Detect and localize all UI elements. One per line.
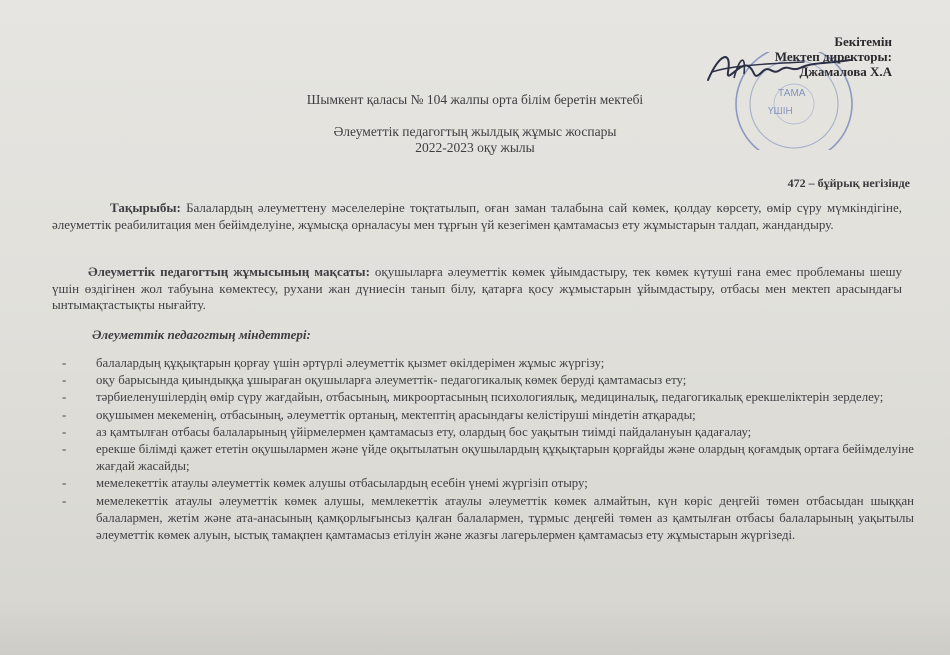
topic-paragraph (52, 200, 902, 233)
list-item: - мемелекеттік атаулы әлеуметтік көмек алушы, мемлекеттік атаулы әлеуметтік көмек алмайтын, күн көріс деңгейі төмен отбасыдан шыққан балалармен, жетім және ата-анасының қамқорлығынсыз қалған балалармен, тұрмыс деңгейі төмен аз қамтылған отбасы балаларының уақытылы әлеуметтік көмек алуын, ыстық тамақпен қамтамасыз етілуін және жазғы лагерьлермен қамтамасыз ету жұмыстарын жүргізеді. (62, 493, 914, 543)
list-dash: - (62, 442, 67, 457)
list-item: - балалардың құқықтарын қорғау үшін әртүрлі әлеуметтік қызмет өкілдерімен жұмыс жүргізу; (62, 355, 914, 372)
list-item: - тәрбиеленушілердің өмір сүру жағдайын, отбасының, микроортасының психологиялық, медициналық, педагогикалық ерекшеліктерін зерделеу; (62, 389, 914, 406)
topic-text: Балалардың әлеуметтену мәселелеріне тоқтатылып, оған заман талабына сай көмек, қолдау көрсету, өмір сүру мүмкіндігіне, әлеуметтік реабилитация мен бейімделуіне, жұмысқа орналасуы мен тұрғын үй кезегімен қамтамасыз ету жұмыстарын талдап, жандандыру. (52, 200, 902, 232)
approval-line-1: Бекітемін (834, 34, 892, 49)
stamp-text-2: ҮШІН (768, 106, 793, 117)
goal-paragraph (52, 264, 902, 314)
list-dash: - (62, 424, 67, 439)
list-dash: - (62, 373, 67, 388)
school-name: Шымкент қаласы № 104 жалпы орта білім беретін мектебі (306, 92, 644, 107)
list-dash: - (62, 493, 67, 508)
goal-label: Әлеуметтік педагогтың жұмысының мақсаты: (88, 264, 370, 279)
approval-line-2: Мектеп директоры: (774, 49, 892, 64)
list-dash: - (62, 407, 67, 422)
order-reference: 472 – бұйрық негізінде (787, 176, 910, 190)
list-item: - ерекше білімді қажет ететін оқушылармен және үйде оқытылатын оқушылардың құқықтарын қорғайды және олардың қоғамдық ортаға бейімделуіне жағдай жасайды; (62, 442, 914, 474)
plan-title: Әлеуметтік педагогтың жылдық жұмыс жоспары (333, 124, 617, 139)
list-item: - оқу барысында қиындыққа ұшыраған оқушыларға әлеуметтік- педагогикалық көмек беруді қамтамасыз ету; (62, 372, 914, 389)
list-item: - мемелекеттік атаулы әлеуметтік көмек алушы отбасылардың есебін үнемі жүргізіп отыру; (62, 475, 914, 492)
duties-heading: Әлеуметтік педагогтың міндеттері: (92, 327, 311, 342)
list-dash: - (62, 390, 67, 405)
school-year: 2022-2023 оқу жылы (415, 140, 535, 155)
approval-block (775, 34, 892, 79)
list-item: - оқушымен мекеменің, отбасының, әлеуметтік ортаның, мектептің арасындағы келістіруші міндетін атқарады; (62, 407, 914, 424)
list-item: - аз қамтылған отбасы балаларының үйірмелермен қамтамасыз ету, олардың бос уақытын тиімді пайдалануын қадағалау; (62, 424, 914, 441)
list-dash: - (62, 476, 67, 491)
list-dash: - (62, 356, 67, 370)
approval-line-3: Джамалова Х.А (799, 64, 892, 79)
duties-list (62, 355, 914, 544)
stamp-text-1: ТАМА (778, 88, 806, 99)
goal-text: оқушыларға әлеуметтік көмек ұйымдастыру, тек көмек күтуші ғана емес проблеманы шешу үшін өздігінен жол табуына көмектесу, рухани жан дүниесін танып білу, қатарға қосу жұмыстарын ұйымдастыру, отбасы мен мектеп арасындағы ынтымақтастықты нығайту. (52, 264, 903, 312)
topic-label: Тақырыбы: (110, 200, 181, 215)
